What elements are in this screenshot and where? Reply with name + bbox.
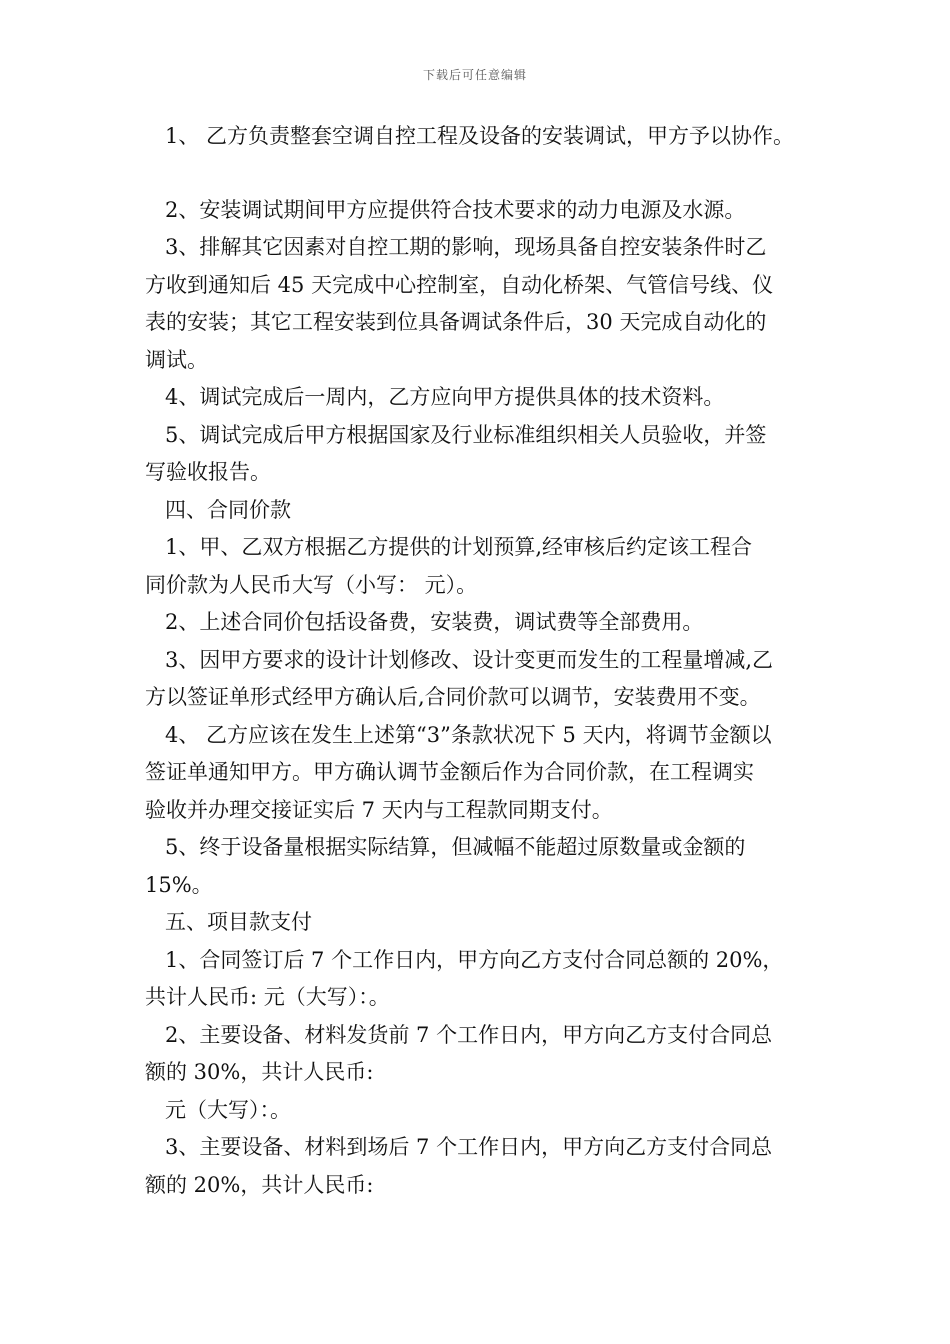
paragraph-line: 4、 乙方应该在发生上述第“3”条款状况下 5 天内，将调节金额以 <box>165 722 772 747</box>
paragraph-line: 方以签证单形式经甲方确认后,合同价款可以调节，安装费用不变。 <box>145 685 761 709</box>
paragraph-line: 1、甲、乙双方根据乙方提供的计划预算,经审核后约定该工程合 <box>165 535 753 559</box>
paragraph-line: 元（大写）：。 <box>165 1097 291 1122</box>
paragraph-line: 签证单通知甲方。甲方确认调节金额后作为合同价款，在工程调实 <box>145 760 754 784</box>
section-heading: 五、项目款支付 <box>165 910 312 934</box>
paragraph-line: 1、 乙方负责整套空调自控工程及设备的安装调试，甲方予以协作。 <box>165 124 795 148</box>
paragraph-line: 4、调试完成后一周内，乙方应向甲方提供具体的技术资料。 <box>165 385 725 409</box>
paragraph-line: 2、主要设备、材料发货前 7 个工作日内，甲方向乙方支付合同总 <box>165 1022 773 1047</box>
paragraph-line: 1、合同签订后 7 个工作日内，甲方向乙方支付合同总额的 20%， <box>165 947 784 972</box>
paragraph-line: 调试。 <box>145 347 208 372</box>
paragraph-line: 3、主要设备、材料到场后 7 个工作日内，甲方向乙方支付合同总 <box>165 1135 773 1159</box>
paragraph-line: 表的安装；其它工程安装到位具备调试条件后，30 天完成自动化的 <box>145 310 767 334</box>
paragraph-line: 2、上述合同价包括设备费，安装费，调试费等全部费用。 <box>165 610 704 634</box>
paragraph-line: 写验收报告。 <box>145 460 271 484</box>
paragraph-line: 2、安装调试期间甲方应提供符合技术要求的动力电源及水源。 <box>165 197 746 222</box>
spacer <box>145 156 835 192</box>
paragraph-line: 15%。 <box>145 872 213 897</box>
paragraph-line: 验收并办理交接证实后 7 天内与工程款同期支付。 <box>145 797 613 822</box>
paragraph-line: 额的 20%，共计人民币: <box>145 1172 374 1197</box>
paragraph-line: 3、因甲方要求的设计计划修改、设计变更而发生的工程量增减,乙 <box>165 647 774 672</box>
page-header: 下载后可任意编辑 <box>422 68 527 82</box>
paragraph-line: 方收到通知后 45 天完成中心控制室，自动化桥架、气管信号线、仪 <box>145 272 774 297</box>
section-heading: 四、合同价款 <box>165 497 291 522</box>
paragraph-line: 共计人民币: 元（大写）：。 <box>145 985 390 1009</box>
document-body <box>145 118 835 1204</box>
paragraph-line: 额的 30%，共计人民币: <box>145 1060 374 1084</box>
paragraph-line: 3、排解其它因素对自控工期的影响，现场具备自控安装条件时乙 <box>165 235 767 259</box>
paragraph-line: 5、终于设备量根据实际结算，但减幅不能超过原数量或金额的 <box>165 835 746 859</box>
paragraph-line: 5、调试完成后甲方根据国家及行业标准组织相关人员验收，并签 <box>165 422 767 447</box>
paragraph-line: 同价款为人民币大写（小写： 元）。 <box>145 572 478 597</box>
